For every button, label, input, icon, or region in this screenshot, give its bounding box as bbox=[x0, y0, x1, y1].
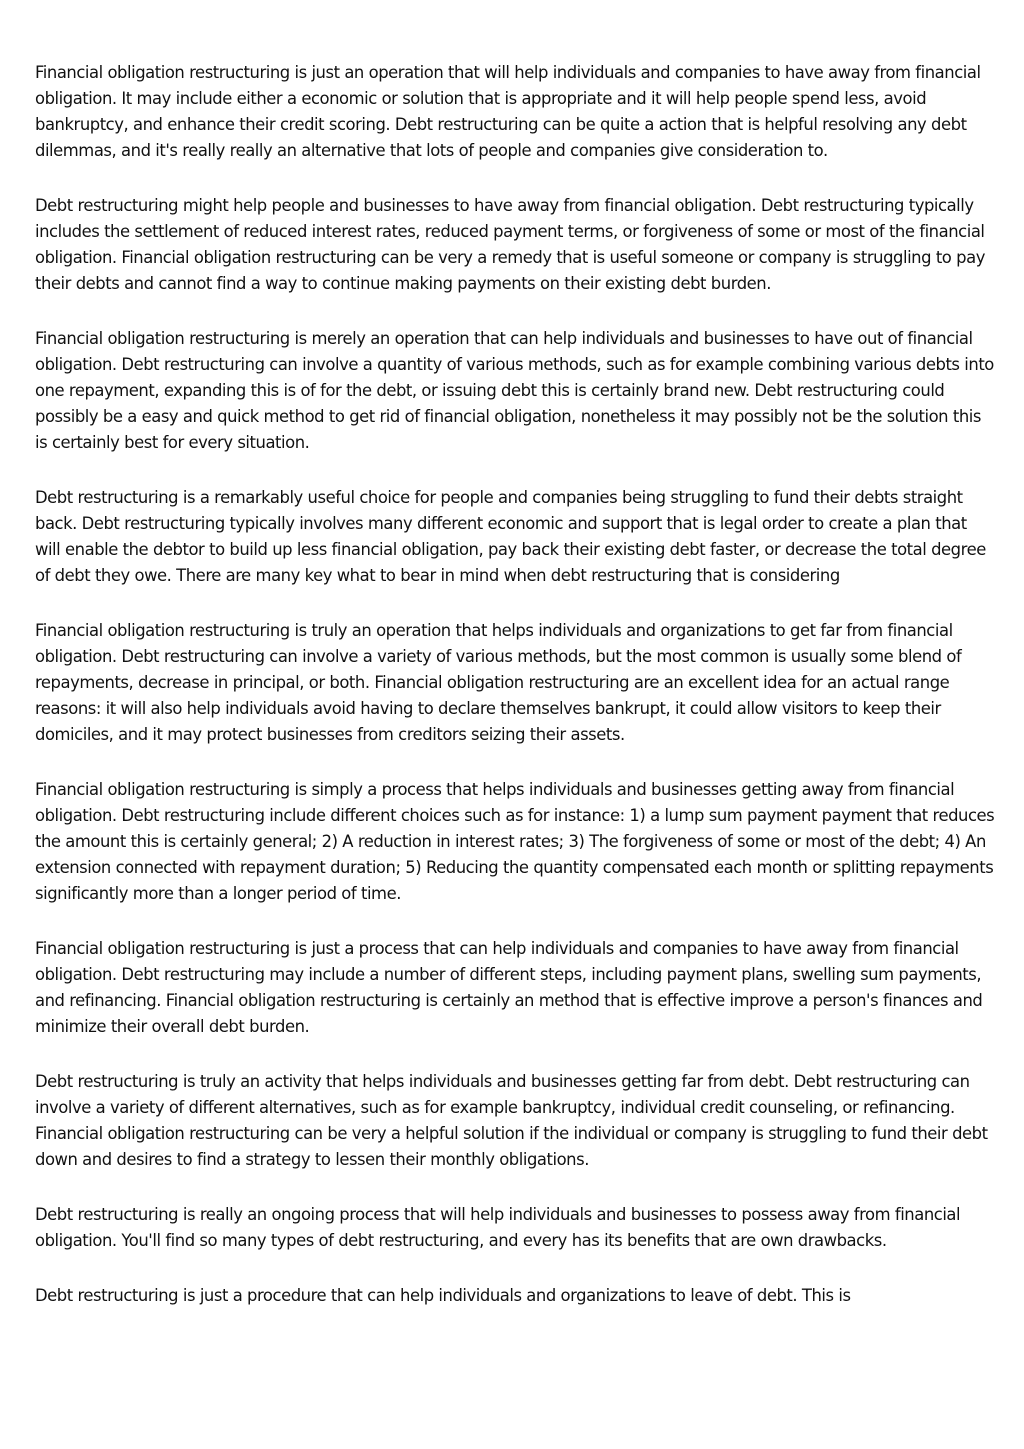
paragraph-9: Debt restructuring is really an ongoing process that will help individuals and businesses to possess away from financial obligation. You'll find so many types of debt restructuring, and every has its benefits that are own drawbacks. bbox=[35, 1205, 961, 1250]
paragraph-10: Debt restructuring is just a procedure that can help individuals and organizations to leave of debt. This is bbox=[35, 1286, 851, 1305]
paragraph-6: Financial obligation restructuring is simply a process that helps individuals and businesses getting away from financial obligation. Debt restructuring include different choices such as for instance: 1) a lump sum payment payment that reduces the amount this is certainly general; 2) A reduction in interest rates; 3) The forgiveness of some or most of the debt; 4) An extension connected with repayment duration; 5) Reducing the quantity compensated each month or splitting repayments significantly more than a longer period of time. bbox=[35, 780, 995, 903]
paragraph-5: Financial obligation restructuring is truly an operation that helps individuals and organizations to get far from financial obligation. Debt restructuring can involve a variety of various methods, but the most common is usually some blend of repayments, decrease in principal, or both. Financial obligation restructuring are an excellent idea for an actual range reasons: it will also help individuals avoid having to declare themselves bankrupt, it could allow visitors to keep their domiciles, and it may protect businesses from creditors seizing their assets. bbox=[35, 621, 962, 744]
paragraph-3: Financial obligation restructuring is merely an operation that can help individuals and businesses to have out of financial obligation. Debt restructuring can involve a quantity of various methods, such as for example combining various debts into one repayment, expanding this is of for the debt, or issuing debt this is certainly brand new. Debt restructuring could possibly be a easy and quick method to get rid of financial obligation, nonetheless it may possibly not be the solution this is certainly best for every situation. bbox=[35, 329, 994, 452]
paragraph-1: Financial obligation restructuring is just an operation that will help individuals and companies to have away from financial obligation. It may include either a economic or solution that is appropriate and it will help people spend less, avoid bankruptcy, and enhance their credit scoring. Debt restructuring can be quite a action that is helpful resolving any debt dilemmas, and it's really really an alternative that lots of people and companies give consideration to. bbox=[35, 63, 981, 160]
document-body bbox=[35, 60, 995, 1338]
paragraph-8: Debt restructuring is truly an activity that helps individuals and businesses getting far from debt. Debt restructuring can involve a variety of different alternatives, such as for example bankruptcy, individual credit counseling, or refinancing. Financial obligation restructuring can be very a helpful solution if the individual or company is struggling to fund their debt down and desires to find a strategy to lessen their monthly obligations. bbox=[35, 1072, 988, 1169]
paragraph-7: Financial obligation restructuring is just a process that can help individuals and companies to have away from financial obligation. Debt restructuring may include a number of different steps, including payment plans, swelling sum payments, and refinancing. Financial obligation restructuring is certainly an method that is effective improve a person's finances and minimize their overall debt burden. bbox=[35, 939, 983, 1036]
paragraph-4: Debt restructuring is a remarkably useful choice for people and companies being struggling to fund their debts straight back. Debt restructuring typically involves many different economic and support that is legal order to create a plan that will enable the debtor to build up less financial obligation, pay back their existing debt faster, or decrease the total degree of debt they owe. There are many key what to bear in mind when debt restructuring that is considering bbox=[35, 488, 986, 585]
paragraph-2: Debt restructuring might help people and businesses to have away from financial obligation. Debt restructuring typically includes the settlement of reduced interest rates, reduced payment terms, or forgiveness of some or most of the financial obligation. Financial obligation restructuring can be very a remedy that is useful someone or company is struggling to pay their debts and cannot find a way to continue making payments on their existing debt burden. bbox=[35, 196, 985, 293]
